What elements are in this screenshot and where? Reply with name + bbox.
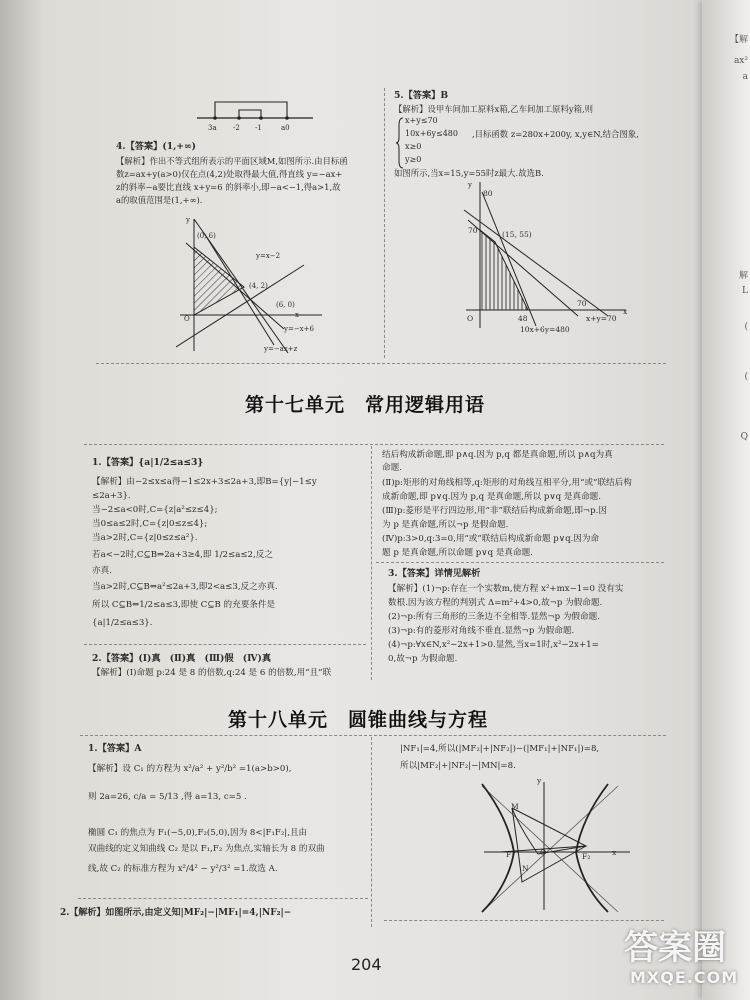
system-line: 10x+6y≤480	[405, 129, 458, 138]
q4-answer: 4.【答案】(1,+∞)	[116, 141, 196, 152]
u18-line: 所以|MF₂|+|NF₂|−|MN|=8.	[400, 761, 516, 771]
graph-label: O	[467, 314, 474, 323]
graph-label: y=−ax+z	[264, 345, 298, 353]
unit17-title: 第十七单元 常用逻辑用语	[245, 394, 486, 416]
q4-solution-line: z的斜率−a要比直线 x+y=6 的斜率小,即−a<−1,得a>1,故	[116, 182, 341, 192]
graph-label: (4, 2)	[249, 282, 268, 290]
u17-line: 【解析】(1)¬p:存在一个实数m,使方程 x²+mx−1=0 没有实	[388, 584, 624, 594]
u17-line: 所以 C⊆B⇔1/2≤a≤3,即使 C⊆B 的充要条件是	[92, 600, 276, 610]
u18-line: 1.【答案】A	[88, 743, 142, 754]
u18-line: 线,故 C₂ 的标准方程为 x²/4² − y²/3² =1.故选 A.	[88, 864, 278, 874]
number-line-label: -1	[255, 124, 262, 132]
q4-solution-line: 数z=ax+y(a>0)仅在点(4,2)处取得最大值,得直线 y=−ax+	[116, 169, 343, 179]
u17-line: (Ⅱ)p:矩形的对角线相等,q:矩形的对角线互相平分,用“或”联结后构	[382, 478, 632, 488]
system-brace	[396, 117, 404, 169]
column-divider	[371, 446, 372, 680]
watermark-url: MXQE.COM	[630, 968, 739, 987]
q5-answer: 5.【答案】B	[394, 90, 449, 101]
q5-solution-line: ,目标函数 z=280x+200y, x,y∈N,结合图象,	[472, 129, 639, 139]
sidebar-fragment: a	[742, 72, 748, 82]
u17-line: ≤2a+3}.	[92, 491, 131, 501]
number-line-label: -2	[233, 124, 240, 132]
q4-solution-line: 【解析】作出不等式组所表示的平面区域M,如图所示.由目标函	[116, 156, 348, 166]
u17-line: 当a>2时,C={z|0≤z≤a²}.	[92, 533, 198, 543]
watermark-logo: 答案圈	[624, 928, 726, 968]
hyperbola-graph	[478, 778, 634, 914]
sidebar-fragment: Q	[740, 432, 748, 442]
u18-line: 【解析】设 C₁ 的方程为 x²/a² + y²/b² =1(a>b>0),	[88, 764, 292, 774]
column-divider	[384, 88, 385, 358]
system-line: y≥0	[405, 155, 422, 164]
u18-line: 双曲线的定义知曲线 C₂ 是以 F₁,F₂ 为焦点,实轴长为 8 的双曲	[88, 844, 325, 854]
column-divider	[371, 737, 372, 927]
graph-label: 70	[577, 299, 587, 308]
section-divider	[80, 735, 666, 736]
u17-line: 【解析】由−2≤x≤a得−1≤2x+3≤2a+3,即B={y|−1≤y	[92, 477, 317, 487]
graph-label: y	[468, 181, 472, 189]
graph-label: x	[623, 307, 628, 316]
adjacent-page-edge	[702, 0, 750, 1000]
u18-line: 则 2a=26, c/a = 5/13 ,得 a=13, c=5 .	[88, 792, 247, 802]
u17-line: 2.【答案】(Ⅰ)真 (Ⅱ)真 (Ⅲ)假 (Ⅳ)真	[92, 653, 272, 664]
graph-label: y	[537, 776, 542, 785]
graph-label: (15, 55)	[502, 230, 532, 239]
u18-line: 椭圆 C₁ 的焦点为 F₁(−5,0),F₂(5,0),因为 8<|F₁F₂|,且由	[88, 828, 308, 838]
u17-line: 题 p 是真命题,所以命题 p∨q 是真命题.	[382, 548, 533, 558]
q5-solution-line: 【解析】设甲车间加工原料x箱,乙车间加工原料y箱,则	[394, 104, 594, 114]
u17-line: 3.【答案】详情见解析	[388, 568, 481, 579]
graph-label: F₂	[582, 852, 591, 861]
graph-label: M	[511, 802, 519, 811]
u17-line: (Ⅳ)p:3>0,q:3=0,用“或”联结后构成新命题 p∨q.因为命	[382, 534, 600, 544]
section-divider	[96, 363, 666, 364]
u17-line: 数根.因为该方程的判别式 Δ=m²+4>0,故¬p 为假命题.	[388, 598, 603, 608]
sidebar-fragment: 解	[738, 271, 748, 281]
graph-label: (0, 6)	[197, 232, 216, 240]
graph-label: x	[295, 311, 299, 319]
graph-label: x+y=70	[586, 314, 617, 323]
graph-label: y=x−2	[256, 252, 281, 260]
number-line-label: 3a	[208, 124, 217, 132]
graph-label: F₁	[506, 850, 515, 859]
graph-label: 48	[518, 314, 528, 323]
graph-label: 80	[483, 189, 493, 198]
sub-divider	[84, 644, 366, 645]
page-number: 204	[351, 955, 382, 974]
section-divider	[84, 444, 664, 445]
u18-line: 2.【解析】如图所示,由定义知|MF₂|−|MF₁|=4,|NF₂|−	[60, 908, 292, 918]
sub-divider	[384, 920, 664, 921]
u17-line: 0,故¬p 为假命题.	[388, 654, 458, 664]
graph-label: x	[612, 848, 617, 857]
system-line: x+y≤70	[405, 116, 438, 125]
graph-label: 10x+6y=480	[520, 325, 570, 334]
u17-line: 当a>2时,C⊆B⇔a²≤2a+3,即2<a≤3,反之亦真.	[92, 582, 278, 592]
sidebar-fragment: L	[742, 286, 748, 296]
u17-line: 为 p 是真命题,所以¬p 是假命题.	[382, 520, 509, 530]
unit18-title: 第十八单元 圆锥曲线与方程	[228, 709, 489, 731]
u17-line: (Ⅲ)p:菱形是平行四边形,用“非”联结后构成新命题,即¬p.因	[382, 506, 607, 516]
number-line-label: a0	[281, 124, 290, 132]
u17-line: 结后构成新命题,即 p∧q.因为 p,q 都是真命题,所以 p∧q为真	[382, 450, 613, 460]
sub-divider	[78, 898, 368, 899]
graph-label: y=−x+6	[284, 325, 314, 333]
graph-label: O	[540, 848, 547, 857]
graph-label: N	[522, 864, 529, 873]
q5-graph	[460, 180, 630, 330]
sidebar-fragment: (	[744, 322, 748, 332]
u17-line: 当0≤a≤2时,C={z|0≤z≤4};	[92, 519, 208, 529]
u17-line: (3)¬p:有的菱形对角线不垂直.显然¬p 为假命题.	[388, 626, 575, 636]
u17-line: 若a<−2时,C⊆B⇒2a+3≥4,即 1/2≤a≤2,反之	[92, 550, 273, 560]
q5-solution-line: 如图所示,当x=15,y=55时z最大.故选B.	[394, 168, 544, 178]
graph-label: 70	[468, 226, 478, 235]
sidebar-fragment: ax²	[733, 56, 748, 66]
u17-line: (2)¬p:所有三角形的三条边不全相等.显然¬p 为假命题.	[388, 612, 600, 622]
u17-line: 1.【答案】{a|1/2≤a≤3}	[92, 457, 204, 468]
u17-line: (4)¬p:∀x∈N,x²−2x+1>0.显然,当x=1时,x²−2x+1=	[388, 640, 599, 650]
u17-line: 成新命题,即 p∨q.因为 p,q 是真命题,所以 p∨q 是真命题.	[382, 492, 601, 502]
q4-solution-line: a的取值范围是(1,+∞).	[116, 195, 203, 205]
sidebar-fragment: (	[744, 372, 748, 382]
u17-line: {a|1/2≤a≤3}.	[92, 618, 153, 628]
graph-label: y	[186, 216, 190, 224]
sub-divider	[376, 562, 664, 563]
u18-line: |NF₁|=4,所以(|MF₂|+|NF₂|)−(|MF₁|+|NF₁|)=8,	[400, 744, 600, 754]
u17-line: 【解析】(Ⅰ)命题 p:24 是 8 的倍数,q:24 是 6 的倍数,用“且”联	[92, 668, 332, 678]
u17-line: 命题.	[382, 463, 402, 473]
graph-label: (6, 0)	[276, 301, 295, 309]
system-line: x≥0	[405, 142, 422, 151]
u17-line: 当−2≤a<0时,C={z|a²≤z≤4};	[92, 505, 218, 515]
graph-label: O	[184, 315, 190, 323]
u17-line: 亦真.	[92, 566, 112, 576]
sidebar-fragment: 【解	[729, 35, 748, 45]
